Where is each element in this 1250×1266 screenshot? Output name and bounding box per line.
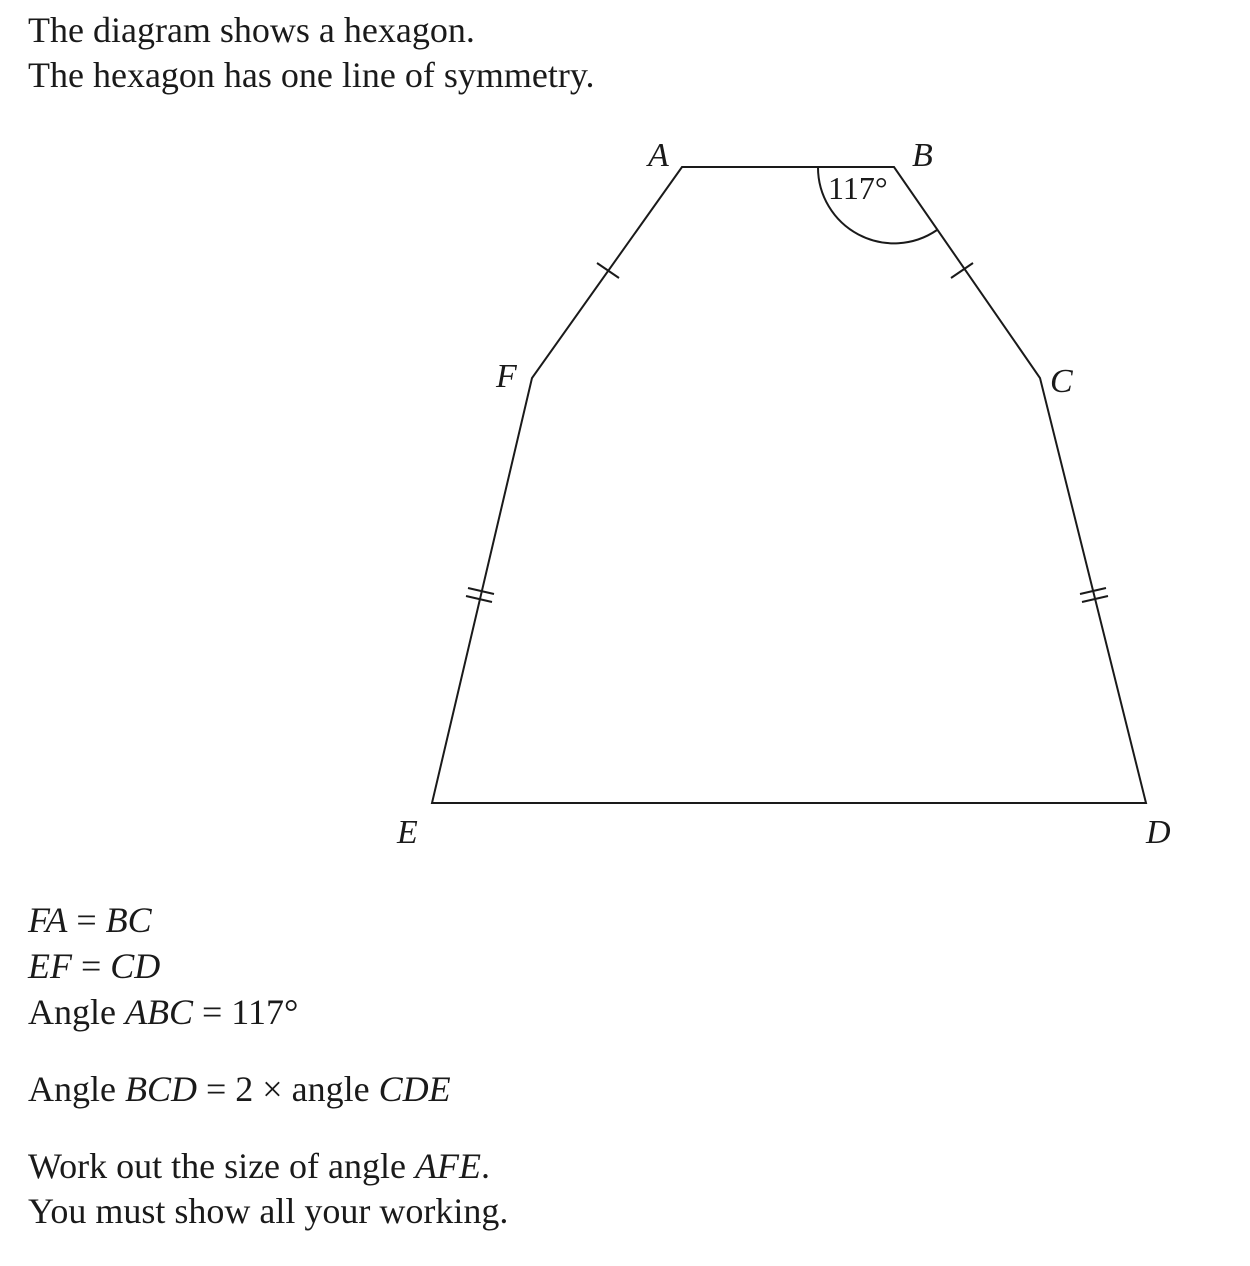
equals-sign: = xyxy=(71,946,111,986)
task-prefix: Work out the size of angle xyxy=(28,1146,415,1186)
segment-fa: FA xyxy=(28,900,68,940)
tick-mark-fa xyxy=(597,263,619,278)
task-line-1 xyxy=(28,1145,490,1187)
angle-word: Angle xyxy=(28,1069,125,1109)
intro-line-1: The diagram shows a hexagon. xyxy=(28,10,475,50)
angle-bcd-name: BCD xyxy=(124,1069,197,1109)
segment-cd: CD xyxy=(110,946,161,986)
vertex-label-f: F xyxy=(496,358,517,395)
angle-abc-value: = 117° xyxy=(192,992,299,1032)
task-line-2: You must show all your working. xyxy=(28,1191,509,1231)
given-fa-bc xyxy=(28,899,152,941)
angle-cde-name: CDE xyxy=(378,1069,451,1109)
vertex-label-c: C xyxy=(1050,363,1073,400)
given-angle-bcd xyxy=(28,1068,451,1110)
task-period: . xyxy=(480,1146,490,1186)
vertex-label-e: E xyxy=(397,814,418,851)
angle-word: Angle xyxy=(28,992,125,1032)
angle-afe-name: AFE xyxy=(414,1146,481,1186)
given-ef-cd xyxy=(28,945,160,987)
segment-bc: BC xyxy=(105,900,152,940)
intro-line-2: The hexagon has one line of symmetry. xyxy=(28,55,595,95)
vertex-label-d: D xyxy=(1146,814,1171,851)
hexagon-outline xyxy=(432,167,1146,803)
angle-relation: = 2 × angle xyxy=(196,1069,379,1109)
angle-label-b: 117° xyxy=(828,170,888,206)
segment-ef: EF xyxy=(28,946,72,986)
angle-abc-name: ABC xyxy=(124,992,193,1032)
given-angle-abc xyxy=(28,991,298,1033)
vertex-label-b: B xyxy=(912,137,933,174)
equals-sign: = xyxy=(67,900,106,940)
vertex-label-a: A xyxy=(648,137,669,174)
